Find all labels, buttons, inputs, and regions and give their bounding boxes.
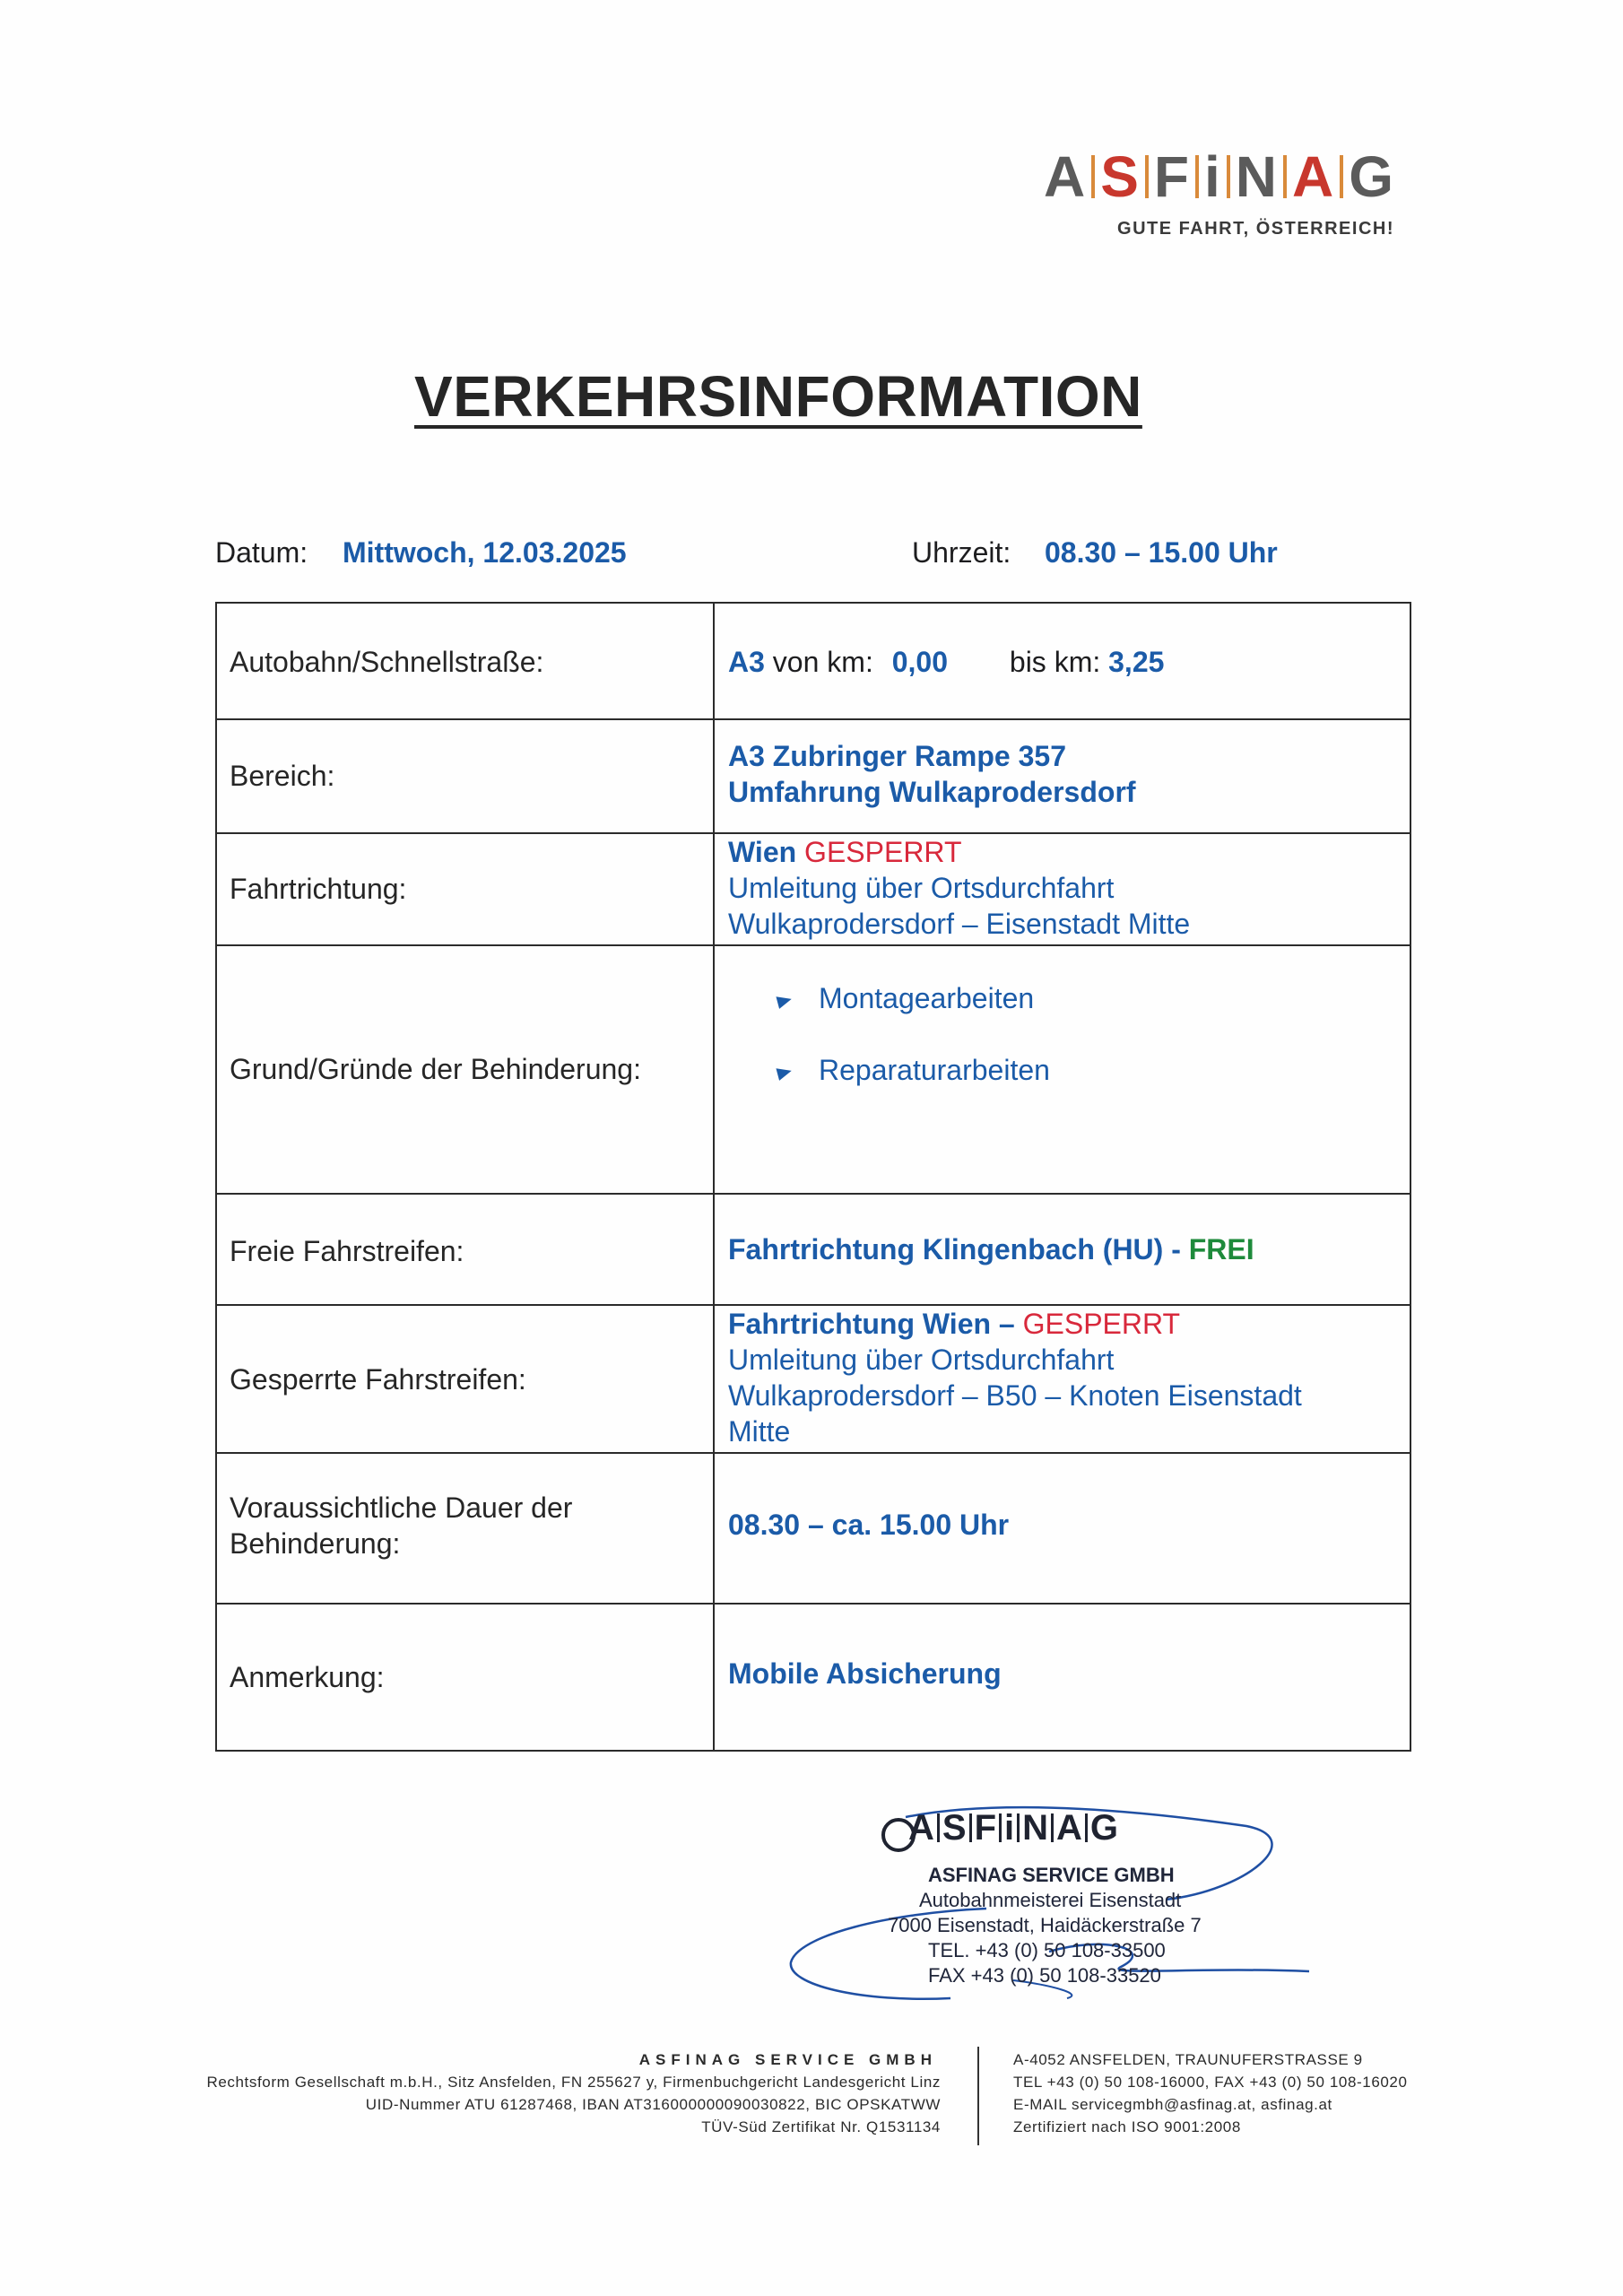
gesperrte-line3: Wulkaprodersdorf – B50 – Knoten Eisenstadt xyxy=(728,1379,1302,1412)
arrow-bullet-icon xyxy=(776,993,793,1009)
logo-divider xyxy=(1091,155,1095,198)
direction-name: Wien xyxy=(728,836,797,868)
stamp-logo-letter: i xyxy=(1004,1808,1015,1848)
autobahn-value xyxy=(728,644,1164,680)
logo-letter: N xyxy=(1235,144,1278,209)
row-divider xyxy=(217,718,1410,720)
footer-right-2: TEL +43 (0) 50 108-16000, FAX +43 (0) 50 108-16020 xyxy=(1013,2074,1408,2091)
bereich-line2: Umfahrung Wulkaprodersdorf xyxy=(728,776,1136,808)
anmerkung-label: Anmerkung: xyxy=(230,1661,385,1693)
stamp-logo-letter: N xyxy=(1022,1808,1049,1848)
stamp-logo xyxy=(908,1810,1118,1846)
logo-letter: F xyxy=(1153,144,1190,209)
row-divider xyxy=(217,1193,1410,1195)
stamp-line-3: TEL. +43 (0) 50 108-33500 xyxy=(928,1939,1166,1961)
footer-right-4: Zertifiziert nach ISO 9001:2008 xyxy=(1013,2118,1241,2135)
bereich-line1: A3 Zubringer Rampe 357 xyxy=(728,740,1066,772)
footer-divider xyxy=(977,2047,979,2145)
stamp-line-1: Autobahnmeisterei Eisenstadt xyxy=(919,1889,1182,1911)
status-frei: FREI xyxy=(1188,1233,1254,1265)
stamp-company: ASFINAG SERVICE GMBH xyxy=(928,1864,1175,1886)
stamp-logo-letter: S xyxy=(942,1808,967,1848)
from-label: von km: xyxy=(772,646,873,678)
grund-item xyxy=(777,980,1034,1016)
footer-right-3: E-MAIL servicegmbh@asfinag.at, asfinag.at xyxy=(1013,2096,1332,2113)
bereich-label: Bereich: xyxy=(230,760,335,792)
gesperrte-line4: Mitte xyxy=(728,1415,791,1448)
logo-letter: A xyxy=(1044,144,1087,209)
to-km: 3,25 xyxy=(1108,646,1165,678)
freie-value xyxy=(728,1231,1254,1267)
footer-company: ASFINAG SERVICE GMBH xyxy=(638,2051,937,2068)
fahrtrichtung-line3: Wulkaprodersdorf – Eisenstadt Mitte xyxy=(728,908,1191,940)
footer-left-3: TÜV-Süd Zertifikat Nr. Q1531134 xyxy=(701,2118,941,2135)
stamp-logo-divider xyxy=(1085,1813,1088,1842)
dauer-label-1: Voraussichtliche Dauer der xyxy=(230,1492,573,1524)
column-divider xyxy=(713,604,715,1750)
autobahn-label: Autobahn/Schnellstraße: xyxy=(230,646,544,678)
arrow-bullet-icon xyxy=(776,1065,793,1081)
logo-letter: S xyxy=(1100,144,1140,209)
stamp-logo-divider xyxy=(969,1813,972,1842)
anmerkung-value: Mobile Absicherung xyxy=(728,1657,1002,1690)
stamp-logo-divider xyxy=(937,1813,940,1842)
logo-tagline: GUTE FAHRT, ÖSTERREICH! xyxy=(1117,219,1394,239)
datum-label: Datum: xyxy=(215,536,308,569)
grund-item xyxy=(777,1052,1050,1088)
road-name: A3 xyxy=(728,646,765,678)
fahrtrichtung-line1 xyxy=(728,834,962,870)
logo-divider xyxy=(1145,155,1149,198)
status-gesperrt: GESPERRT xyxy=(804,836,962,868)
grund-label: Grund/Gründe der Behinderung: xyxy=(230,1053,641,1085)
footer-left-2: UID-Nummer ATU 61287468, IBAN AT316000000090030822, BIC OPSKATWW xyxy=(365,2096,941,2113)
fahrtrichtung-line2: Umleitung über Ortsdurchfahrt xyxy=(728,872,1115,904)
stamp-logo-divider xyxy=(1051,1813,1054,1842)
stamp-logo-letter: A xyxy=(1056,1808,1082,1848)
logo-letter: i xyxy=(1204,144,1221,209)
freie-label: Freie Fahrstreifen: xyxy=(230,1235,464,1267)
gesperrte-direction: Fahrtrichtung Wien – xyxy=(728,1308,1015,1340)
gesperrte-label: Gesperrte Fahrstreifen: xyxy=(230,1363,526,1396)
asfinag-logo xyxy=(1044,144,1394,209)
stamp-line-4: FAX +43 (0) 50 108-33520 xyxy=(928,1964,1161,1987)
row-divider xyxy=(217,944,1410,946)
status-gesperrt: GESPERRT xyxy=(1022,1308,1181,1340)
gesperrte-line2: Umleitung über Ortsdurchfahrt xyxy=(728,1344,1115,1376)
stamp-line-2: 7000 Eisenstadt, Haidäckerstraße 7 xyxy=(888,1914,1202,1936)
row-divider xyxy=(217,1603,1410,1605)
stamp-logo-letter: F xyxy=(974,1808,997,1848)
from-km: 0,00 xyxy=(891,646,948,678)
dauer-value: 08.30 – ca. 15.00 Uhr xyxy=(728,1509,1010,1541)
logo-letter: A xyxy=(1292,144,1335,209)
footer-left-1: Rechtsform Gesellschaft m.b.H., Sitz Ansfelden, FN 255627 y, Firmenbuchgericht Landesgericht Linz xyxy=(206,2074,941,2091)
to-label: bis km: xyxy=(1009,646,1101,678)
logo-divider xyxy=(1340,155,1343,198)
stamp-logo-letter: G xyxy=(1089,1808,1119,1848)
logo-divider xyxy=(1283,155,1287,198)
gesperrte-line1 xyxy=(728,1306,1180,1342)
footer-right-1: A-4052 ANSFELDEN, TRAUNUFERSTRASSE 9 xyxy=(1013,2051,1363,2068)
fahrtrichtung-label: Fahrtrichtung: xyxy=(230,873,407,905)
grund-item-text: Reparaturarbeiten xyxy=(819,1054,1050,1086)
uhrzeit-value: 08.30 – 15.00 Uhr xyxy=(1045,536,1278,569)
document-title: VERKEHRSINFORMATION xyxy=(414,364,1142,429)
stamp-logo-divider xyxy=(999,1813,1002,1842)
stamp-logo-divider xyxy=(1017,1813,1020,1842)
freie-text: Fahrtrichtung Klingenbach (HU) - xyxy=(728,1233,1181,1265)
logo-letter: G xyxy=(1349,144,1394,209)
stamp-logo-letter: A xyxy=(908,1808,934,1848)
logo-divider xyxy=(1195,155,1199,198)
info-table xyxy=(215,602,1411,1752)
datum-value: Mittwoch, 12.03.2025 xyxy=(343,536,627,569)
uhrzeit-label: Uhrzeit: xyxy=(912,536,1011,569)
logo-divider xyxy=(1227,155,1230,198)
dauer-label-2: Behinderung: xyxy=(230,1527,401,1560)
row-divider xyxy=(217,1452,1410,1454)
grund-item-text: Montagearbeiten xyxy=(819,982,1035,1014)
